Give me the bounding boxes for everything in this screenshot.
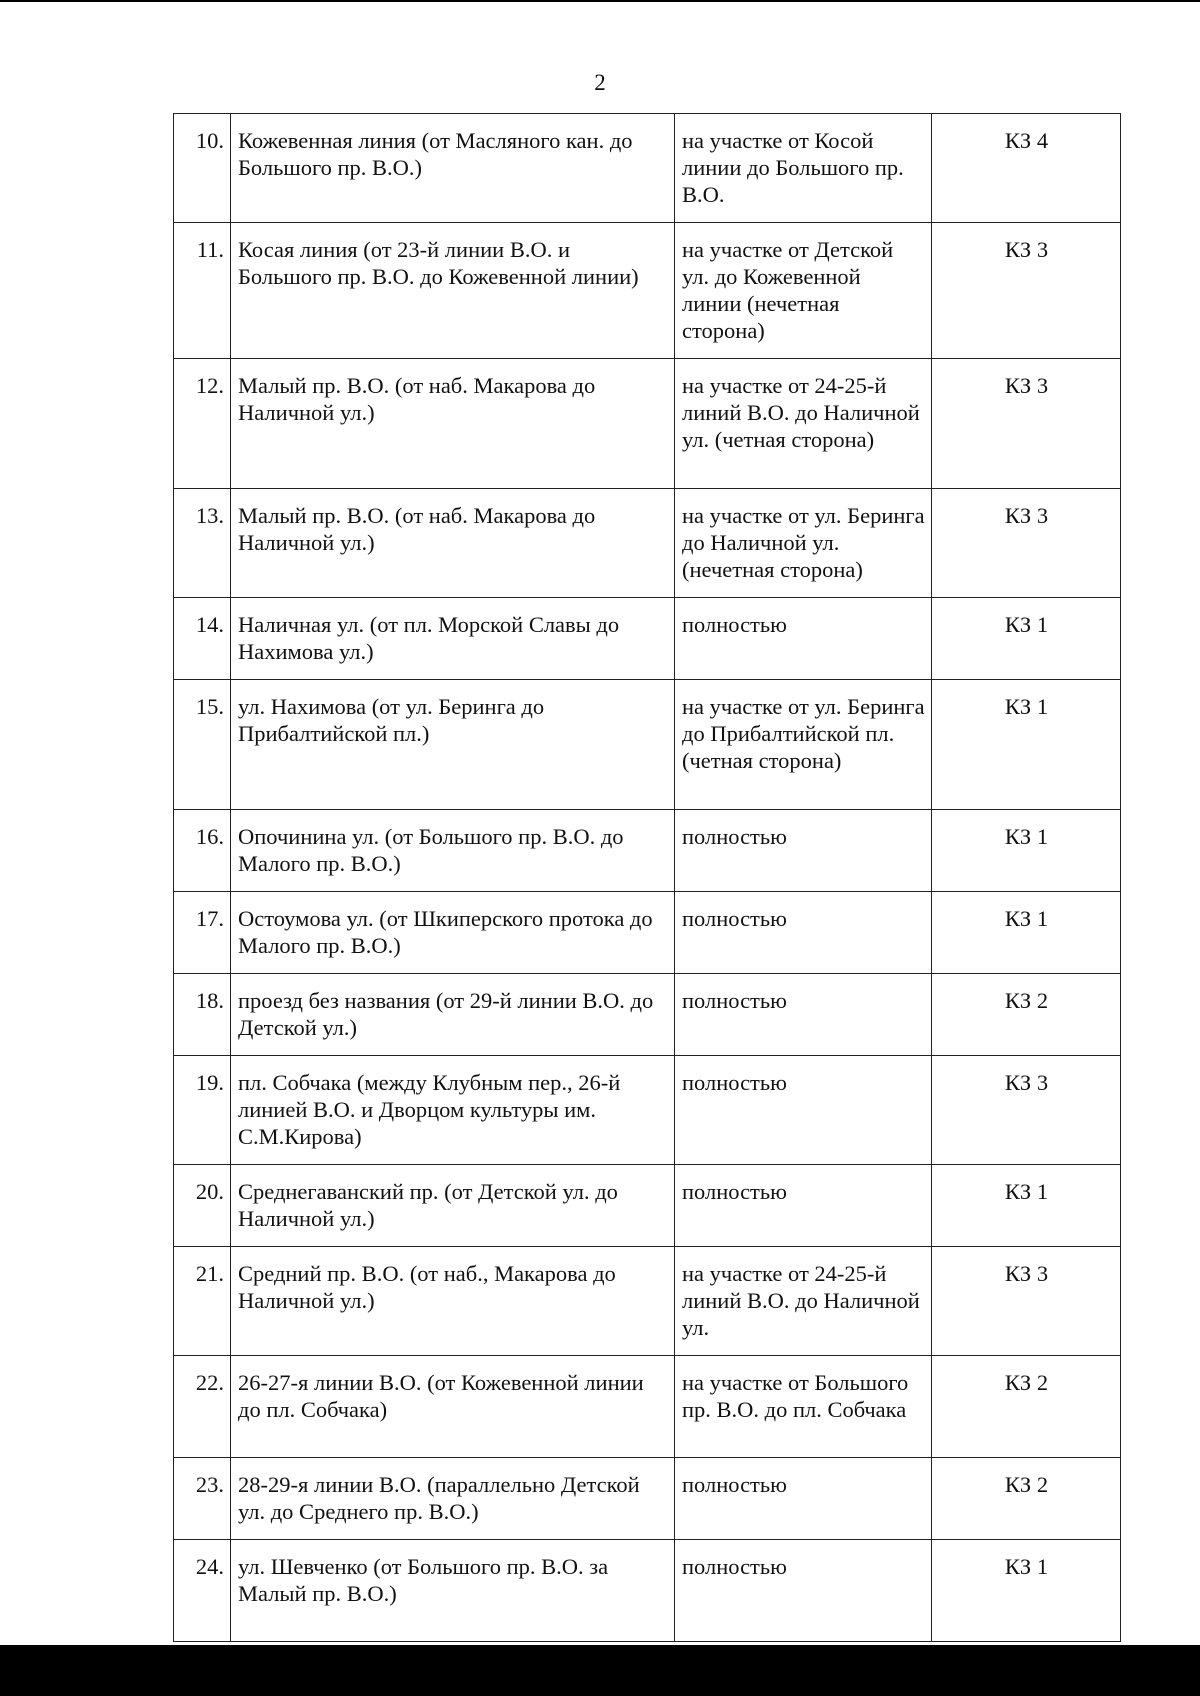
- section-extent: полностью: [675, 1458, 932, 1540]
- street-name: 28-29-я линии В.О. (параллельно Детской ул. до Среднего пр. В.О.): [231, 1458, 675, 1540]
- section-extent: на участке от 24-25-й линий В.О. до Наличной ул. (четная сторона): [675, 359, 932, 489]
- table-row: [174, 489, 1121, 598]
- zone-code: КЗ 3: [932, 359, 1121, 489]
- section-extent: на участке от Косой линии до Большого пр. В.О.: [675, 114, 932, 223]
- section-extent: полностью: [675, 974, 932, 1056]
- section-extent: на участке от ул. Беринга до Прибалтийской пл. (четная сторона): [675, 680, 932, 810]
- table-row: [174, 598, 1121, 680]
- zone-code: КЗ 2: [932, 974, 1121, 1056]
- table-row: [174, 1247, 1121, 1356]
- scan-bottom-bar: [0, 1645, 1200, 1696]
- section-extent: на участке от Детской ул. до Кожевенной линии (нечетная сторона): [675, 223, 932, 359]
- table-row: [174, 1165, 1121, 1247]
- street-name: ул. Нахимова (от ул. Беринга до Прибалтийской пл.): [231, 680, 675, 810]
- streets-table: [173, 113, 1121, 1642]
- street-name: 26-27-я линии В.О. (от Кожевенной линии до пл. Собчака): [231, 1356, 675, 1458]
- table-row: [174, 359, 1121, 489]
- row-number: 19.: [174, 1056, 231, 1165]
- zone-code: КЗ 1: [932, 1540, 1121, 1642]
- street-name: Средний пр. В.О. (от наб., Макарова до Наличной ул.): [231, 1247, 675, 1356]
- scan-top-edge: [0, 0, 1200, 2]
- zone-code: КЗ 3: [932, 223, 1121, 359]
- section-extent: полностью: [675, 810, 932, 892]
- table-row: [174, 892, 1121, 974]
- row-number: 10.: [174, 114, 231, 223]
- table-row: [174, 1356, 1121, 1458]
- section-extent: полностью: [675, 1056, 932, 1165]
- zone-code: КЗ 1: [932, 892, 1121, 974]
- section-extent: полностью: [675, 1540, 932, 1642]
- row-number: 23.: [174, 1458, 231, 1540]
- street-name: Малый пр. В.О. (от наб. Макарова до Наличной ул.): [231, 489, 675, 598]
- street-name: Опочинина ул. (от Большого пр. В.О. до Малого пр. В.О.): [231, 810, 675, 892]
- zone-code: КЗ 3: [932, 1247, 1121, 1356]
- table-body: [174, 114, 1121, 1642]
- section-extent: на участке от Большого пр. В.О. до пл. Собчака: [675, 1356, 932, 1458]
- street-name: Кожевенная линия (от Масляного кан. до Большого пр. В.О.): [231, 114, 675, 223]
- row-number: 22.: [174, 1356, 231, 1458]
- table-row: [174, 1056, 1121, 1165]
- page-number: 2: [594, 70, 606, 95]
- section-extent: полностью: [675, 892, 932, 974]
- table-row: [174, 974, 1121, 1056]
- row-number: 18.: [174, 974, 231, 1056]
- row-number: 12.: [174, 359, 231, 489]
- table-row: [174, 1458, 1121, 1540]
- zone-code: КЗ 1: [932, 810, 1121, 892]
- row-number: 17.: [174, 892, 231, 974]
- row-number: 24.: [174, 1540, 231, 1642]
- zone-code: КЗ 2: [932, 1356, 1121, 1458]
- street-name: Остоумова ул. (от Шкиперского протока до Малого пр. В.О.): [231, 892, 675, 974]
- section-extent: на участке от 24-25-й линий В.О. до Наличной ул.: [675, 1247, 932, 1356]
- row-number: 14.: [174, 598, 231, 680]
- zone-code: КЗ 4: [932, 114, 1121, 223]
- zone-code: КЗ 2: [932, 1458, 1121, 1540]
- table-row: [174, 223, 1121, 359]
- table-row: [174, 114, 1121, 223]
- zone-code: КЗ 1: [932, 1165, 1121, 1247]
- street-name: Косая линия (от 23-й линии В.О. и Большого пр. В.О. до Кожевенной линии): [231, 223, 675, 359]
- street-name: Среднегаванский пр. (от Детской ул. до Наличной ул.): [231, 1165, 675, 1247]
- street-name: пл. Собчака (между Клубным пер., 26-й линией В.О. и Дворцом культуры им. С.М.Кирова): [231, 1056, 675, 1165]
- street-name: Наличная ул. (от пл. Морской Славы до Нахимова ул.): [231, 598, 675, 680]
- row-number: 16.: [174, 810, 231, 892]
- row-number: 21.: [174, 1247, 231, 1356]
- zone-code: КЗ 3: [932, 1056, 1121, 1165]
- zone-code: КЗ 1: [932, 598, 1121, 680]
- row-number: 13.: [174, 489, 231, 598]
- street-name: Малый пр. В.О. (от наб. Макарова до Наличной ул.): [231, 359, 675, 489]
- row-number: 15.: [174, 680, 231, 810]
- row-number: 11.: [174, 223, 231, 359]
- zone-code: КЗ 1: [932, 680, 1121, 810]
- table-row: [174, 1540, 1121, 1642]
- street-name: ул. Шевченко (от Большого пр. В.О. за Малый пр. В.О.): [231, 1540, 675, 1642]
- section-extent: на участке от ул. Беринга до Наличной ул. (нечетная сторона): [675, 489, 932, 598]
- zone-code: КЗ 3: [932, 489, 1121, 598]
- street-name: проезд без названия (от 29-й линии В.О. до Детской ул.): [231, 974, 675, 1056]
- section-extent: полностью: [675, 598, 932, 680]
- row-number: 20.: [174, 1165, 231, 1247]
- section-extent: полностью: [675, 1165, 932, 1247]
- table-row: [174, 680, 1121, 810]
- table-row: [174, 810, 1121, 892]
